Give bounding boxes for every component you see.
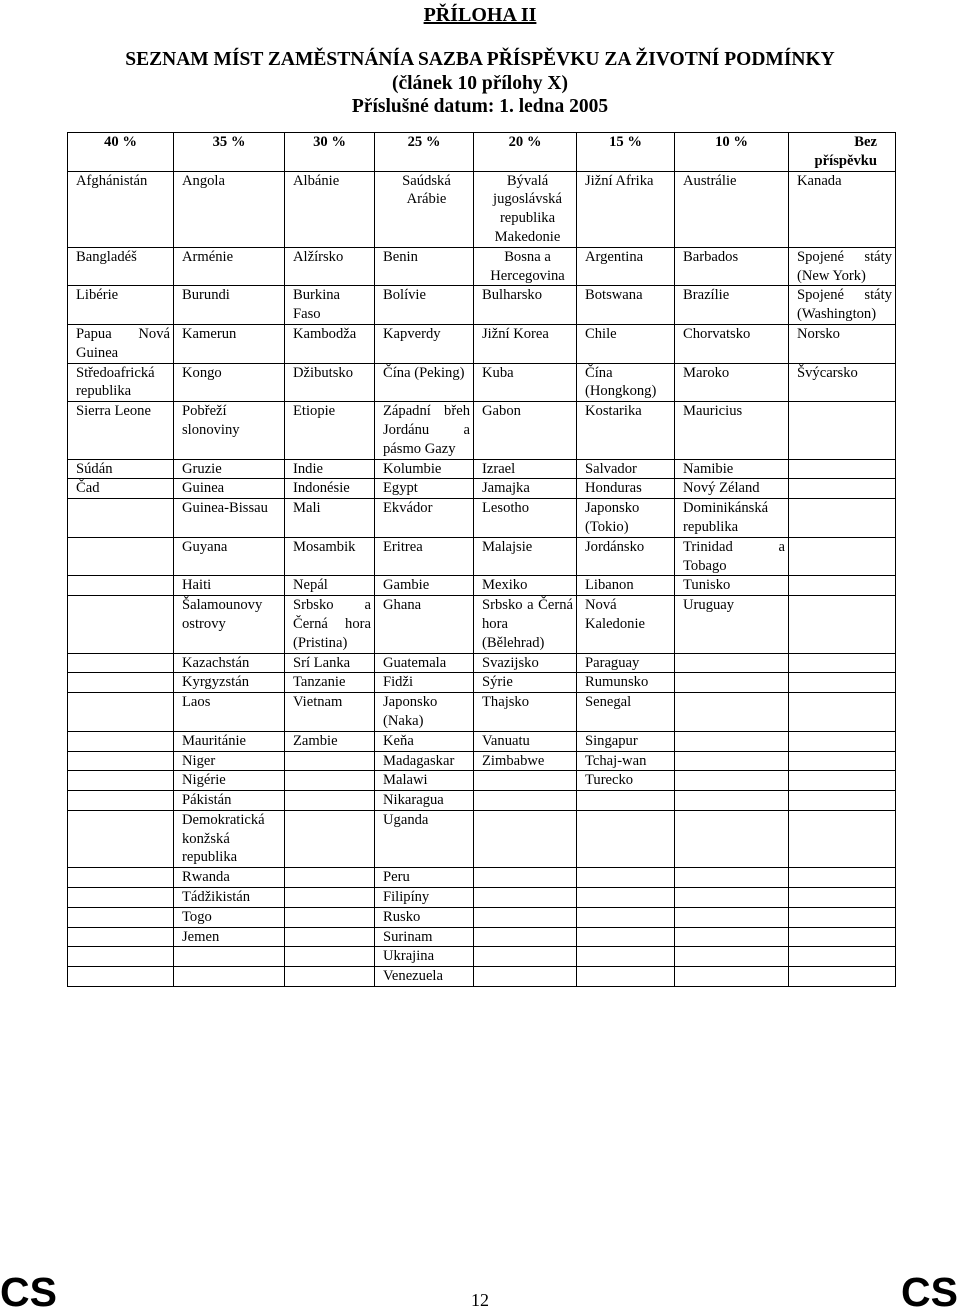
table-cell — [474, 791, 577, 811]
table-cell — [68, 653, 174, 673]
table-cell — [285, 810, 375, 867]
table-cell: Lesotho — [474, 499, 577, 538]
table-cell: Malajsie — [474, 537, 577, 576]
table-cell: Surinam — [375, 927, 474, 947]
table-cell: Rumunsko — [577, 673, 675, 693]
table-row — [68, 810, 896, 867]
table-cell: Mauricius — [675, 402, 789, 459]
table-cell: Eritrea — [375, 537, 474, 576]
table-cell — [577, 868, 675, 888]
table-cell — [68, 576, 174, 596]
table-cell: Burkina Faso — [285, 286, 375, 325]
table-cell — [577, 947, 675, 967]
table-cell: Austrálie — [675, 171, 789, 247]
table-cell: Vietnam — [285, 693, 375, 732]
column-header-25: 25 % — [375, 133, 474, 172]
table-cell — [789, 596, 896, 653]
table-cell — [474, 888, 577, 908]
table-cell: Singapur — [577, 731, 675, 751]
table-cell — [474, 927, 577, 947]
table-cell: Tchaj-wan — [577, 751, 675, 771]
table-cell: Vanuatu — [474, 731, 577, 751]
table-cell: Fidži — [375, 673, 474, 693]
table-cell: Jižní Korea — [474, 324, 577, 363]
column-header-20: 20 % — [474, 133, 577, 172]
table-cell — [68, 673, 174, 693]
column-header-30: 30 % — [285, 133, 375, 172]
column-header-35: 35 % — [174, 133, 285, 172]
table-cell — [789, 576, 896, 596]
table-cell — [474, 771, 577, 791]
table-row — [68, 751, 896, 771]
table-cell: Jordánsko — [577, 537, 675, 576]
table-cell: Bývalá jugoslávská republika Makedonie — [474, 171, 577, 247]
table-cell: Spojené státy (New York) — [789, 247, 896, 286]
table-cell: Středoafrická republika — [68, 363, 174, 402]
table-cell: Kambodža — [285, 324, 375, 363]
table-cell — [675, 731, 789, 751]
table-cell: Jižní Afrika — [577, 171, 675, 247]
table-row — [68, 537, 896, 576]
table-row — [68, 576, 896, 596]
column-header-40: 40 % — [68, 133, 174, 172]
table-cell — [577, 967, 675, 987]
table-cell — [789, 791, 896, 811]
table-cell: Guyana — [174, 537, 285, 576]
table-cell: Mosambik — [285, 537, 375, 576]
table-cell — [789, 927, 896, 947]
table-cell — [174, 947, 285, 967]
table-row — [68, 771, 896, 791]
table-cell — [675, 653, 789, 673]
table-cell — [68, 731, 174, 751]
table-cell: Keňa — [375, 731, 474, 751]
table-cell — [789, 810, 896, 867]
table-row — [68, 402, 896, 459]
table-row — [68, 596, 896, 653]
table-cell — [789, 499, 896, 538]
table-cell: Peru — [375, 868, 474, 888]
table-cell — [577, 927, 675, 947]
table-cell — [675, 947, 789, 967]
table-cell — [675, 791, 789, 811]
table-row — [68, 653, 896, 673]
table-cell — [285, 791, 375, 811]
table-cell: Maroko — [675, 363, 789, 402]
table-cell: Togo — [174, 907, 285, 927]
table-cell: Gruzie — [174, 459, 285, 479]
table-cell: Papua Nová Guinea — [68, 324, 174, 363]
table-cell: Guatemala — [375, 653, 474, 673]
table-cell: Srí Lanka — [285, 653, 375, 673]
table-cell — [789, 731, 896, 751]
table-cell — [675, 693, 789, 732]
table-row — [68, 171, 896, 247]
table-cell — [68, 810, 174, 867]
table-cell: Spojené státy (Washington) — [789, 286, 896, 325]
table-row — [68, 499, 896, 538]
table-cell: Thajsko — [474, 693, 577, 732]
table-cell — [789, 907, 896, 927]
table-row — [68, 907, 896, 927]
table-cell: Guinea-Bissau — [174, 499, 285, 538]
table-cell — [474, 967, 577, 987]
table-cell — [675, 810, 789, 867]
table-cell: Saúdská Arábie — [375, 171, 474, 247]
table-cell: Norsko — [789, 324, 896, 363]
table-cell: Filipíny — [375, 888, 474, 908]
table-cell — [789, 693, 896, 732]
table-cell: Turecko — [577, 771, 675, 791]
table-row — [68, 479, 896, 499]
table-cell — [285, 947, 375, 967]
document-title — [0, 48, 960, 119]
table-cell: Čína (Peking) — [375, 363, 474, 402]
table-cell: Džibutsko — [285, 363, 375, 402]
table-cell — [675, 673, 789, 693]
table-cell: Bolívie — [375, 286, 474, 325]
table-cell — [285, 751, 375, 771]
column-header-no-contribution: Bez příspěvku — [789, 133, 896, 172]
table-cell: Ukrajina — [375, 947, 474, 967]
table-cell: Namibie — [675, 459, 789, 479]
table-row — [68, 286, 896, 325]
table-cell — [789, 459, 896, 479]
table-cell: Arménie — [174, 247, 285, 286]
language-code-left: CS — [0, 1269, 57, 1315]
table-cell — [789, 771, 896, 791]
table-cell: Kapverdy — [375, 324, 474, 363]
column-header-15: 15 % — [577, 133, 675, 172]
table-cell — [474, 868, 577, 888]
table-cell: Chile — [577, 324, 675, 363]
title-line-1: SEZNAM MÍST ZAMĚSTNÁNÍA SAZBA PŘÍSPĚVKU ZA ŽIVOTNÍ PODMÍNKY — [125, 49, 835, 70]
table-cell: Rusko — [375, 907, 474, 927]
table-cell — [285, 967, 375, 987]
table-cell: Tádžikistán — [174, 888, 285, 908]
table-cell — [68, 693, 174, 732]
table-cell — [675, 868, 789, 888]
title-line-3: Příslušné datum: 1. ledna 2005 — [351, 96, 609, 117]
table-cell: Demokratická konžská republika — [174, 810, 285, 867]
table-cell: Mali — [285, 499, 375, 538]
table-cell: Brazílie — [675, 286, 789, 325]
contribution-rate-table — [67, 132, 896, 987]
table-cell — [285, 868, 375, 888]
table-cell — [675, 751, 789, 771]
table-cell: Afghánistán — [68, 171, 174, 247]
table-cell: Madagaskar — [375, 751, 474, 771]
table-cell: Botswana — [577, 286, 675, 325]
table-cell: Venezuela — [375, 967, 474, 987]
table-cell: Libérie — [68, 286, 174, 325]
table-cell: Kolumbie — [375, 459, 474, 479]
table-cell: Gabon — [474, 402, 577, 459]
table-cell: Burundi — [174, 286, 285, 325]
table-cell: Japonsko (Tokio) — [577, 499, 675, 538]
table-cell — [68, 751, 174, 771]
table-cell: Zimbabwe — [474, 751, 577, 771]
table-cell: Niger — [174, 751, 285, 771]
table-cell: Haiti — [174, 576, 285, 596]
table-row — [68, 888, 896, 908]
table-cell: Švýcarsko — [789, 363, 896, 402]
table-cell — [789, 673, 896, 693]
table-cell — [474, 907, 577, 927]
table-cell: Dominikánská republika — [675, 499, 789, 538]
table-cell: Libanon — [577, 576, 675, 596]
table-cell: Ghana — [375, 596, 474, 653]
table-cell — [789, 653, 896, 673]
table-row — [68, 927, 896, 947]
table-cell — [68, 868, 174, 888]
table-cell — [675, 907, 789, 927]
table-cell: Rwanda — [174, 868, 285, 888]
table-cell: Barbados — [675, 247, 789, 286]
table-cell: Senegal — [577, 693, 675, 732]
table-cell: Jamajka — [474, 479, 577, 499]
table-cell: Indonésie — [285, 479, 375, 499]
table-cell: Izrael — [474, 459, 577, 479]
table-cell: Kamerun — [174, 324, 285, 363]
table-row — [68, 868, 896, 888]
table-cell — [577, 791, 675, 811]
table-cell: Albánie — [285, 171, 375, 247]
table-cell — [68, 947, 174, 967]
table-cell: Alžírsko — [285, 247, 375, 286]
table-cell: Angola — [174, 171, 285, 247]
table-cell: Kyrgyzstán — [174, 673, 285, 693]
table-cell: Etiopie — [285, 402, 375, 459]
table-cell: Trinidad a Tobago — [675, 537, 789, 576]
table-row — [68, 324, 896, 363]
language-code-right: CS — [901, 1269, 958, 1315]
table-cell: Kanada — [789, 171, 896, 247]
table-cell: Salvador — [577, 459, 675, 479]
table-cell — [789, 537, 896, 576]
table-cell: Uganda — [375, 810, 474, 867]
table-cell — [789, 479, 896, 499]
table-cell — [68, 927, 174, 947]
title-line-2: (článek 10 přílohy X) — [391, 72, 569, 94]
table-cell — [68, 596, 174, 653]
table-cell: Guinea — [174, 479, 285, 499]
table-cell: Gambie — [375, 576, 474, 596]
table-cell: Nepál — [285, 576, 375, 596]
table-cell: Súdán — [68, 459, 174, 479]
table-row — [68, 947, 896, 967]
table-cell — [68, 771, 174, 791]
table-cell: Čína (Hongkong) — [577, 363, 675, 402]
table-cell: Jemen — [174, 927, 285, 947]
table-cell: Argentina — [577, 247, 675, 286]
table-header-row — [68, 133, 896, 172]
table-cell: Paraguay — [577, 653, 675, 673]
table-cell — [675, 927, 789, 947]
table-cell — [68, 967, 174, 987]
table-cell: Nikaragua — [375, 791, 474, 811]
table-cell — [285, 907, 375, 927]
table-cell: Kostarika — [577, 402, 675, 459]
table-cell: Chorvatsko — [675, 324, 789, 363]
table-cell — [789, 888, 896, 908]
annex-heading: PŘÍLOHA II — [423, 4, 537, 26]
table-cell: Laos — [174, 693, 285, 732]
table-cell — [789, 947, 896, 967]
table-cell: Nový Zéland — [675, 479, 789, 499]
table-row — [68, 363, 896, 402]
table-cell: Šalamounovy ostrovy — [174, 596, 285, 653]
table-cell: Srbsko a Černá hora (Pristina) — [285, 596, 375, 653]
table-body — [68, 171, 896, 986]
table-cell — [68, 791, 174, 811]
table-cell — [68, 907, 174, 927]
table-cell: Egypt — [375, 479, 474, 499]
table-row — [68, 791, 896, 811]
table-cell — [789, 751, 896, 771]
table-cell — [474, 947, 577, 967]
table-cell — [675, 888, 789, 908]
table-cell: Kongo — [174, 363, 285, 402]
table-row — [68, 693, 896, 732]
table-cell: Benin — [375, 247, 474, 286]
table-cell: Sierra Leone — [68, 402, 174, 459]
table-cell — [675, 967, 789, 987]
table-cell: Bulharsko — [474, 286, 577, 325]
table-row — [68, 673, 896, 693]
column-header-10: 10 % — [675, 133, 789, 172]
table-cell: Svazijsko — [474, 653, 577, 673]
table-cell — [577, 810, 675, 867]
table-cell — [285, 927, 375, 947]
table-cell — [285, 771, 375, 791]
table-cell: Pákistán — [174, 791, 285, 811]
table-cell: Srbsko a Černá hora (Bělehrad) — [474, 596, 577, 653]
table-cell: Ekvádor — [375, 499, 474, 538]
table-cell: Čad — [68, 479, 174, 499]
table-cell: Kuba — [474, 363, 577, 402]
table-cell — [68, 499, 174, 538]
table-cell: Tunisko — [675, 576, 789, 596]
table-cell — [174, 967, 285, 987]
page-number: 12 — [471, 1290, 489, 1310]
table-cell: Mauritánie — [174, 731, 285, 751]
table-cell — [675, 771, 789, 791]
table-row — [68, 459, 896, 479]
table-cell: Kazachstán — [174, 653, 285, 673]
table-cell — [285, 888, 375, 908]
table-row — [68, 247, 896, 286]
table-cell — [789, 967, 896, 987]
table-cell — [474, 810, 577, 867]
table-cell: Zambie — [285, 731, 375, 751]
table-cell: Bangladéš — [68, 247, 174, 286]
table-cell: Tanzanie — [285, 673, 375, 693]
table-cell: Indie — [285, 459, 375, 479]
table-cell — [789, 868, 896, 888]
table-cell — [577, 888, 675, 908]
table-row — [68, 731, 896, 751]
table-cell: Bosna a Hercegovina — [474, 247, 577, 286]
table-cell — [68, 888, 174, 908]
table-cell: Honduras — [577, 479, 675, 499]
table-cell: Sýrie — [474, 673, 577, 693]
table-cell: Uruguay — [675, 596, 789, 653]
table-cell: Západní břeh Jordánu a pásmo Gazy — [375, 402, 474, 459]
table-cell — [577, 907, 675, 927]
table-cell: Mexiko — [474, 576, 577, 596]
table-cell — [789, 402, 896, 459]
table-row — [68, 967, 896, 987]
table-cell: Malawi — [375, 771, 474, 791]
table-cell: Nigérie — [174, 771, 285, 791]
table-cell: Nová Kaledonie — [577, 596, 675, 653]
table-cell — [68, 537, 174, 576]
table-cell: Pobřeží slonoviny — [174, 402, 285, 459]
table-cell: Japonsko (Naka) — [375, 693, 474, 732]
